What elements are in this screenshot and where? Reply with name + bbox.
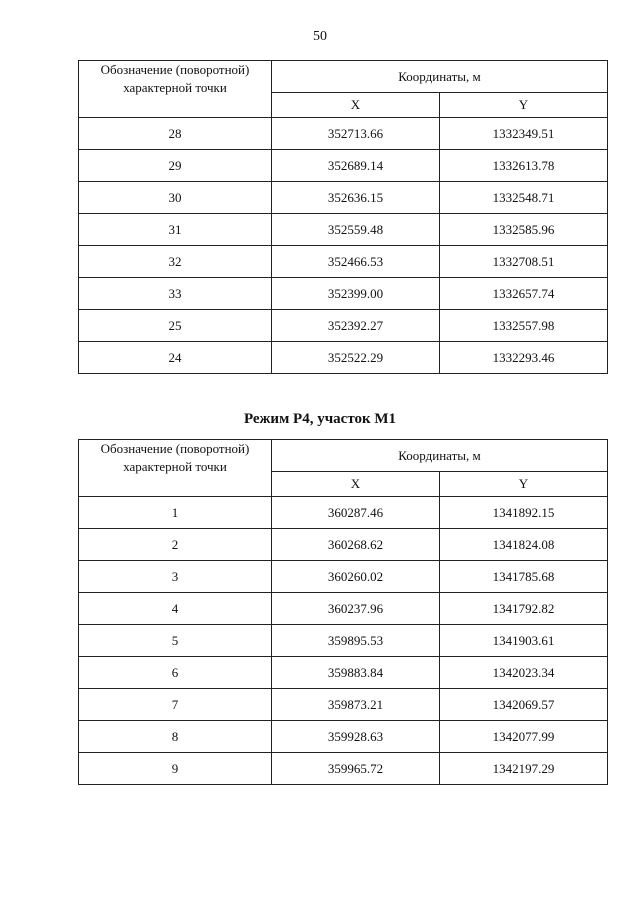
table-row xyxy=(79,689,608,721)
y-cell: 1341903.61 xyxy=(440,625,608,657)
x-cell: 359883.84 xyxy=(272,657,440,689)
y-header: Y xyxy=(440,472,608,497)
table-row xyxy=(79,497,608,529)
point-label-line2: характерной точки xyxy=(123,80,227,95)
x-cell: 352466.53 xyxy=(272,246,440,278)
point-label-header xyxy=(79,440,272,497)
point-cell: 24 xyxy=(79,342,272,374)
y-cell: 1332613.78 xyxy=(440,150,608,182)
x-cell: 352713.66 xyxy=(272,118,440,150)
point-cell: 31 xyxy=(79,214,272,246)
table-row xyxy=(79,278,608,310)
y-header: Y xyxy=(440,93,608,118)
y-cell: 1341824.08 xyxy=(440,529,608,561)
coords-header: Координаты, м xyxy=(272,440,608,472)
point-label-line1: Обозначение (поворотной) xyxy=(100,62,250,77)
x-cell: 360268.62 xyxy=(272,529,440,561)
x-cell: 359895.53 xyxy=(272,625,440,657)
x-cell: 352559.48 xyxy=(272,214,440,246)
y-cell: 1341892.15 xyxy=(440,497,608,529)
table-row xyxy=(79,529,608,561)
coordinates-table-2 xyxy=(78,439,608,785)
section-title: Режим Р4, участок М1 xyxy=(243,411,397,427)
table-row xyxy=(79,214,608,246)
y-cell: 1332657.74 xyxy=(440,278,608,310)
table-row xyxy=(79,150,608,182)
table-row xyxy=(79,182,608,214)
table-row xyxy=(79,561,608,593)
point-cell: 4 xyxy=(79,593,272,625)
y-cell: 1332349.51 xyxy=(440,118,608,150)
point-cell: 32 xyxy=(79,246,272,278)
point-cell: 29 xyxy=(79,150,272,182)
y-cell: 1332557.98 xyxy=(440,310,608,342)
y-cell: 1342069.57 xyxy=(440,689,608,721)
y-cell: 1341785.68 xyxy=(440,561,608,593)
x-cell: 352399.00 xyxy=(272,278,440,310)
point-cell: 33 xyxy=(79,278,272,310)
point-label-line1: Обозначение (поворотной) xyxy=(100,441,250,456)
y-cell: 1341792.82 xyxy=(440,593,608,625)
x-cell: 359928.63 xyxy=(272,721,440,753)
x-header: X xyxy=(272,472,440,497)
y-cell: 1332708.51 xyxy=(440,246,608,278)
x-cell: 360237.96 xyxy=(272,593,440,625)
point-cell: 2 xyxy=(79,529,272,561)
table-row xyxy=(79,342,608,374)
y-cell: 1332548.71 xyxy=(440,182,608,214)
table-row xyxy=(79,310,608,342)
point-cell: 3 xyxy=(79,561,272,593)
x-cell: 352636.15 xyxy=(272,182,440,214)
table-row xyxy=(79,721,608,753)
x-cell: 352392.27 xyxy=(272,310,440,342)
table-row xyxy=(79,753,608,785)
x-cell: 360287.46 xyxy=(272,497,440,529)
table-row xyxy=(79,118,608,150)
point-cell: 8 xyxy=(79,721,272,753)
point-cell: 5 xyxy=(79,625,272,657)
x-cell: 359873.21 xyxy=(272,689,440,721)
y-cell: 1342023.34 xyxy=(440,657,608,689)
table-row xyxy=(79,246,608,278)
y-cell: 1342077.99 xyxy=(440,721,608,753)
table-row xyxy=(79,593,608,625)
point-cell: 28 xyxy=(79,118,272,150)
x-cell: 352689.14 xyxy=(272,150,440,182)
point-label-line2: характерной точки xyxy=(123,459,227,474)
point-cell: 9 xyxy=(79,753,272,785)
coordinates-table-1 xyxy=(78,60,608,374)
x-header: X xyxy=(272,93,440,118)
point-cell: 1 xyxy=(79,497,272,529)
page-number: 50 xyxy=(313,29,327,44)
y-cell: 1332293.46 xyxy=(440,342,608,374)
x-cell: 352522.29 xyxy=(272,342,440,374)
point-cell: 7 xyxy=(79,689,272,721)
point-cell: 25 xyxy=(79,310,272,342)
coords-header: Координаты, м xyxy=(272,61,608,93)
table-row xyxy=(79,657,608,689)
point-cell: 30 xyxy=(79,182,272,214)
y-cell: 1332585.96 xyxy=(440,214,608,246)
table-row xyxy=(79,625,608,657)
x-cell: 360260.02 xyxy=(272,561,440,593)
y-cell: 1342197.29 xyxy=(440,753,608,785)
point-cell: 6 xyxy=(79,657,272,689)
point-label-header xyxy=(79,61,272,118)
x-cell: 359965.72 xyxy=(272,753,440,785)
